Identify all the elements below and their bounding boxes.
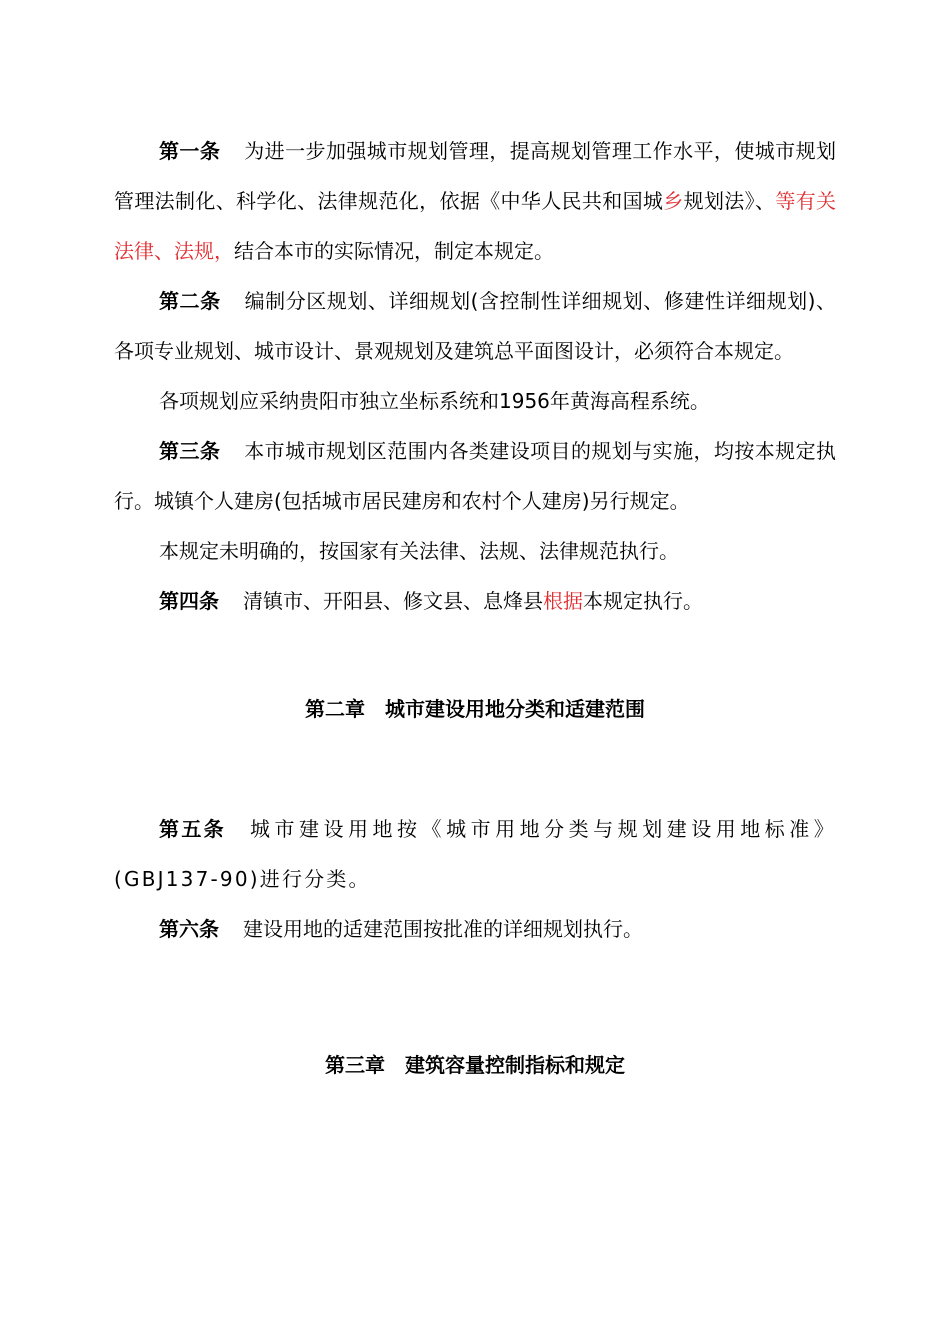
article-number: 第六条 xyxy=(159,917,219,941)
highlighted-text: 乡 xyxy=(663,189,684,213)
article-4 xyxy=(114,576,836,626)
chapter-3-heading: 第三章 建筑容量控制指标和规定 xyxy=(325,1053,625,1077)
article-text: 为进一步加强城市规划管理，提高规划管理工作水平，使城市规划管理法制化、科学化、法律规范化，依据《中华人民共和国城 xyxy=(114,139,837,213)
article-text: 城市建设用地按《城市用地分类与规划建设用地标准》(GBJ137-90)进行分类。 xyxy=(114,817,836,891)
document-page xyxy=(114,126,836,1090)
article-5 xyxy=(114,804,836,904)
article-text: 结合本市的实际情况，制定本规定。 xyxy=(234,239,554,263)
article-text: 建设用地的适建范围按批准的详细规划执行。 xyxy=(243,917,643,941)
article-text: 本市城市规划区范围内各类建设项目的规划与实施，均按本规定执行。城镇个人建房(包括城市居民建房和农村个人建房)另行规定。 xyxy=(114,439,837,513)
article-text: 清镇市、开阳县、修文县、息烽县 xyxy=(243,589,543,613)
article-number: 第四条 xyxy=(159,589,219,613)
highlighted-text: 根据 xyxy=(543,589,583,613)
article-text: 本规定执行。 xyxy=(583,589,703,613)
article-2 xyxy=(114,276,836,376)
article-text: 规划法》、 xyxy=(683,189,776,213)
article-number: 第五条 xyxy=(159,817,226,841)
paragraph-coordinate-system: 各项规划应采纳贵阳市独立坐标系统和1956年黄海高程系统。 xyxy=(159,389,710,413)
article-1 xyxy=(114,126,836,276)
article-number: 第一条 xyxy=(159,139,221,163)
article-3 xyxy=(114,426,836,526)
paragraph-unspecified: 本规定未明确的，按国家有关法律、法规、法律规范执行。 xyxy=(159,539,679,563)
article-text: 编制分区规划、详细规划(含控制性详细规划、修建性详细规划)、各项专业规划、城市设计、景观规划及建筑总平面图设计，必须符合本规定。 xyxy=(114,289,837,363)
article-6 xyxy=(114,904,836,954)
chapter-2-heading: 第二章 城市建设用地分类和适建范围 xyxy=(305,697,645,721)
highlighted-text: 等有关法律、法规， xyxy=(114,189,837,263)
article-number: 第三条 xyxy=(159,439,221,463)
article-number: 第二条 xyxy=(159,289,221,313)
